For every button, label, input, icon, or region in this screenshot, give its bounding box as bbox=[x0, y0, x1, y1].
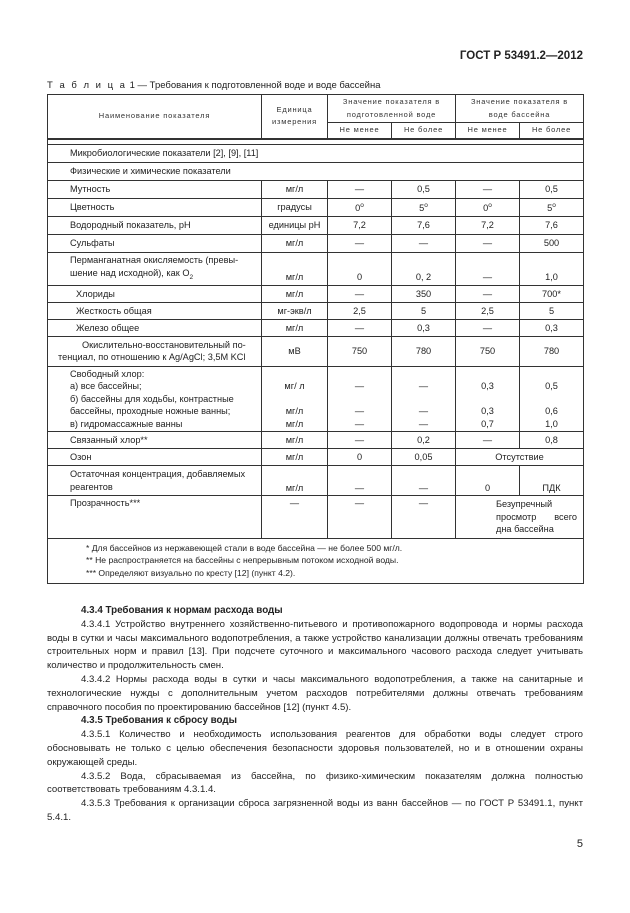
paragraph: 4.3.4.1 Устройство внутреннего хозяйственно-питьевого и противопожарного водопровода и нормы расхода воды в сутки и часы максимального водопотребления, а также устройство канализации должны отвечать требованиям строительных норм и правил [13]. При подсчете суточного и максимального часового расхода следует учитывать количество и продолжительность смен. bbox=[47, 618, 583, 672]
header-max: Не более bbox=[520, 123, 584, 139]
document-id: ГОСТ Р 53491.2—2012 bbox=[459, 50, 583, 62]
header-pool-water: Значение показателя в воде бассейна bbox=[456, 95, 584, 123]
table-row: Перманганатная окисляемость (превы- шение над исходной), как $О_2$ мг/л 0 0, 2 — 1,0 bbox=[48, 253, 584, 286]
table-row-free-chlorine: Свободный хлор: а) все бассейны; б) бассейны для ходьбы, контрастные бассейны, проходные ножные ванны; в) гидромассажные ванны мг/ л мг/л мг/л — — — — — — 0,3 0,3 0,7 0,5 0,6 1,0 bbox=[48, 366, 584, 432]
note: *** Определяют визуально по кресту [12] (пункт 4.2). bbox=[86, 567, 296, 578]
caption-prefix: Т а б л и ц а bbox=[47, 80, 127, 91]
section-heading: 4.3.4 Требования к нормам расхода воды bbox=[81, 605, 283, 616]
paragraph: 4.3.5.2 Вода, сбрасываемая из бассейна, по физико-химическим показателям должна полностью соответствовать требованиям 4.3.1.4. bbox=[47, 770, 583, 796]
table-caption bbox=[47, 80, 381, 91]
header-name: Наименование показателя bbox=[48, 95, 262, 139]
paragraph: 4.3.4.2 Нормы расхода воды в сутки и часы максимального водопотребления, а также на санитарные и технологические нужды с дополнительным учетом расходов потребителями должны отвечать требованиям справочного пособия по проектированию бассейнов [12] (пункт 4.5). bbox=[47, 673, 583, 713]
paragraph: 4.3.5.3 Требования к организации сброса загрязненной воды из ванн бассейнов — по ГОСТ Р 53491.1, пункт 5.4.1. bbox=[47, 798, 583, 823]
table-row: Остаточная концентрация, добавляемых реагентов мг/л — — 0 ПДК bbox=[48, 466, 584, 496]
table-row: Озон мг/л 0 0,05 Отсутствие bbox=[48, 449, 584, 466]
table-row: Прозрачность*** — — — Безупречный просмотр всего дна бассейна bbox=[48, 496, 584, 539]
paragraph: 4.3.5.1 Количество и необходимость использования реагентов для обработки воды следует строго обосновывать не только с целью обеспечения безопасности здоровья пользователей, но и в отношении охраны окружающей среды. bbox=[47, 729, 583, 768]
header-min: Не менее bbox=[456, 123, 520, 139]
header-prepared-water: Значение показателя в подготовленной воде bbox=[328, 95, 456, 123]
header-unit: Единица измерения bbox=[262, 95, 328, 139]
requirements-table bbox=[47, 94, 584, 584]
note: ** Не распространяется на бассейны с непрерывным потоком исходной воды. bbox=[86, 555, 399, 566]
table-row: Железо общее мг/л — 0,3 — 0,3 bbox=[48, 319, 584, 336]
table-row: Сульфаты мг/л — — — 500 bbox=[48, 235, 584, 253]
caption-text: — Требования к подготовленной воде и воде бассейна bbox=[137, 80, 381, 91]
table-row: Жесткость общая мг-экв/л 2,5 5 2,5 5 bbox=[48, 302, 584, 319]
section-heading: 4.3.5 Требования к сбросу воды bbox=[81, 715, 237, 727]
section-physical-chemical: Физические и химические показатели bbox=[48, 163, 584, 181]
table-notes bbox=[48, 538, 584, 584]
table-row: Цветность градусы 0$^o$ 5$^o$ 0$^o$ 5$^o$ bbox=[48, 199, 584, 217]
header-min: Не менее bbox=[328, 123, 392, 139]
table-row: Связанный хлор** мг/л — 0,2 — 0,8 bbox=[48, 432, 584, 449]
header-max: Не более bbox=[392, 123, 456, 139]
table-row: Водородный показатель, рН единицы рН 7,2 7,6 7,2 7,6 bbox=[48, 217, 584, 235]
table-row: Хлориды мг/л — 350 — 700* bbox=[48, 285, 584, 302]
body-text bbox=[47, 604, 583, 825]
note: * Для бассейнов из нержавеющей стали в воде бассейна — не более 500 мг/л. bbox=[86, 542, 403, 553]
table-row: Окислительно-восстановительный по- тенциал, по отношению к Ag/AgCl; 3,5M KCl мВ 750 780 750 780 bbox=[48, 336, 584, 366]
page-number: 5 bbox=[576, 838, 583, 850]
section-microbiological: Микробиологические показатели [2], [9], [11] bbox=[48, 145, 584, 163]
caption-number: 1 bbox=[129, 80, 135, 91]
table-row: Мутность мг/л — 0,5 — 0,5 bbox=[48, 181, 584, 199]
